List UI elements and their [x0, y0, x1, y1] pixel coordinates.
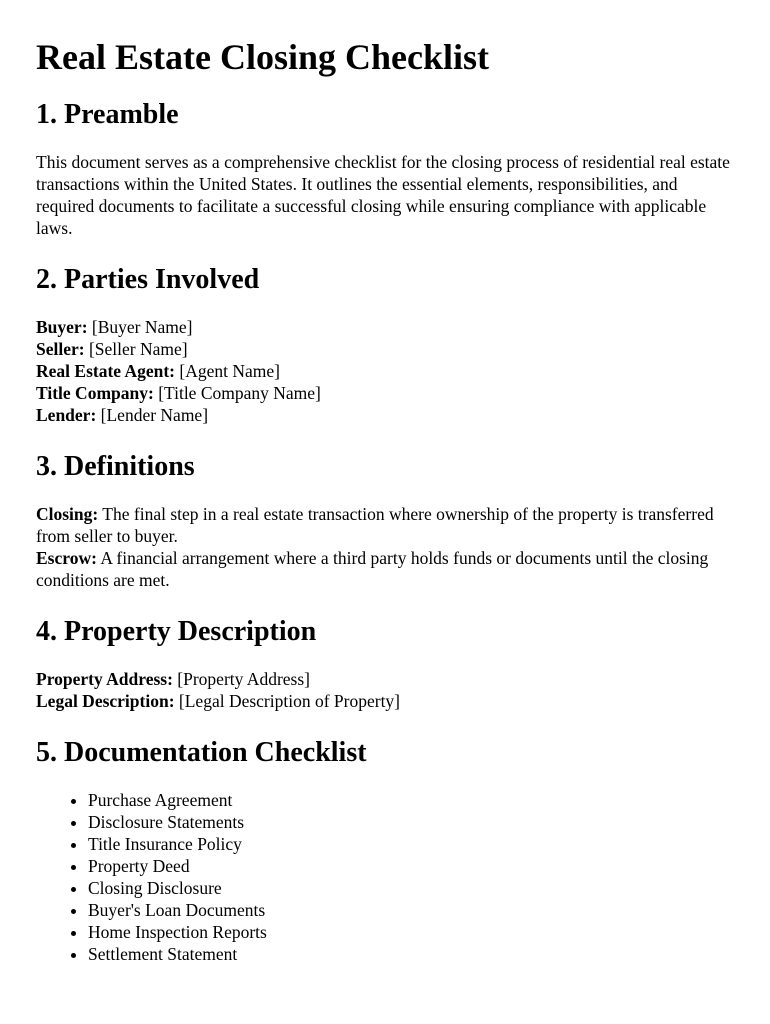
list-item: • Buyer's Loan Documents	[88, 899, 734, 921]
definition-term: Escrow:	[36, 548, 97, 568]
definitions-list	[36, 503, 734, 591]
document-title: Real Estate Closing Checklist	[36, 37, 489, 77]
party-label: Title Company:	[36, 383, 154, 403]
list-item: • Title Insurance Policy	[88, 833, 734, 855]
property-address	[36, 668, 734, 690]
party-label: Seller:	[36, 339, 85, 359]
section-property	[36, 616, 734, 712]
property-heading: 4. Property Description	[36, 616, 317, 647]
definitions-heading: 3. Definitions	[36, 451, 195, 482]
definition-escrow	[36, 547, 734, 591]
property-label: Legal Description:	[36, 691, 175, 711]
party-label: Lender:	[36, 405, 97, 425]
property-value: [Legal Description of Property]	[174, 691, 401, 711]
party-title-company	[36, 382, 734, 404]
party-label: Real Estate Agent:	[36, 361, 176, 381]
documentation-heading: 5. Documentation Checklist	[36, 737, 367, 768]
party-value: [Buyer Name]	[87, 317, 193, 337]
parties-list	[36, 316, 734, 426]
party-value: [Title Company Name]	[153, 383, 321, 403]
party-seller	[36, 338, 734, 360]
party-value: [Agent Name]	[175, 361, 280, 381]
property-list	[36, 668, 734, 712]
property-legal-description	[36, 690, 734, 712]
section-preamble	[36, 99, 734, 239]
party-label: Buyer:	[36, 317, 88, 337]
party-lender	[36, 404, 734, 426]
list-item: • Property Deed	[88, 855, 734, 877]
section-documentation	[36, 737, 734, 965]
party-value: [Seller Name]	[84, 339, 188, 359]
preamble-text: This document serves as a comprehensive checklist for the closing process of residential real estate transactions within the United States. It outlines the essential elements, responsibilities, and required documents to facilitate a successful closing while ensuring compliance with applicable laws.	[36, 152, 730, 238]
list-item: • Closing Disclosure	[88, 877, 734, 899]
definition-closing	[36, 503, 734, 547]
party-value: [Lender Name]	[96, 405, 209, 425]
list-item: • Purchase Agreement	[88, 789, 734, 811]
list-item: • Disclosure Statements	[88, 811, 734, 833]
section-definitions	[36, 451, 734, 591]
list-item: • Home Inspection Reports	[88, 921, 734, 943]
list-item: • Settlement Statement	[88, 943, 734, 965]
property-value: [Property Address]	[172, 669, 310, 689]
preamble-heading: 1. Preamble	[36, 99, 179, 130]
section-parties	[36, 264, 734, 426]
definition-text: A financial arrangement where a third party holds funds or documents until the closing conditions are met.	[36, 548, 709, 590]
parties-heading: 2. Parties Involved	[36, 264, 260, 295]
documentation-checklist	[36, 789, 734, 965]
definition-text: The final step in a real estate transaction where ownership of the property is transferred from seller to buyer.	[36, 504, 714, 546]
definition-term: Closing:	[36, 504, 99, 524]
party-agent	[36, 360, 734, 382]
property-label: Property Address:	[36, 669, 173, 689]
party-buyer	[36, 316, 734, 338]
